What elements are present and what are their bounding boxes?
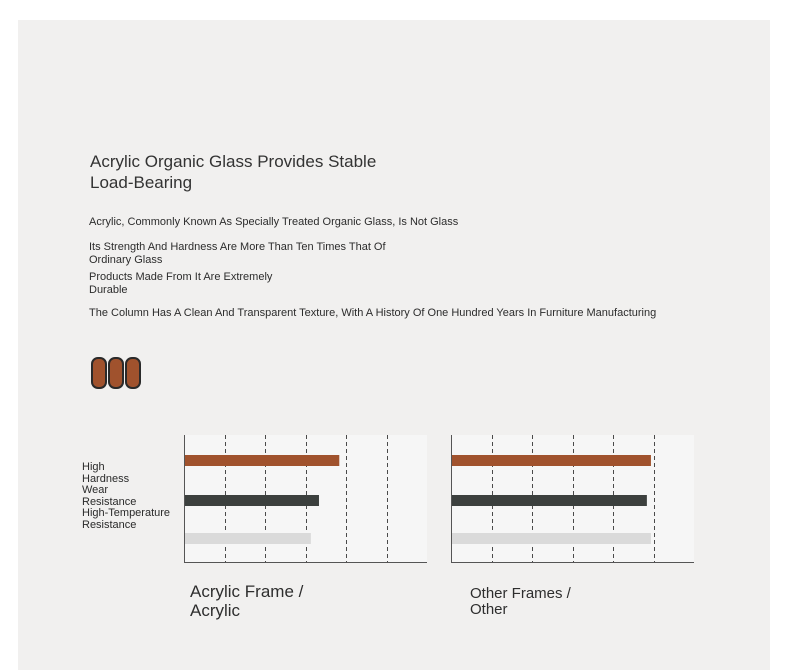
bar-high-temperature-resistance <box>185 533 311 544</box>
category-label-line: High <box>82 461 105 473</box>
chart-acrylic <box>184 435 427 563</box>
chart-other <box>451 435 694 563</box>
bar-high-hardness <box>185 455 339 466</box>
bar-high-hardness <box>452 455 651 466</box>
chart-caption-other <box>470 586 571 618</box>
paragraph-not-glass <box>89 216 458 229</box>
category-label-line: Wear <box>82 484 109 496</box>
paragraph-line: Ordinary Glass <box>89 253 163 266</box>
category-label-line: Hardness <box>82 472 130 485</box>
paragraph-strength <box>89 241 386 266</box>
page-title <box>90 151 450 193</box>
chart-other-svg <box>451 435 694 563</box>
category-label-line: High-Temperature <box>82 507 171 519</box>
pill-icon <box>125 357 141 389</box>
paragraph-line: Its Strength And Hardness Are More Than Ten Times That Of <box>89 241 386 253</box>
pill-icon <box>91 357 107 389</box>
paragraph-line: Acrylic, Commonly Known As Specially Treated Organic Glass, Is Not Glass <box>89 216 459 228</box>
paragraph-durable <box>89 271 272 296</box>
paragraph-history <box>89 307 656 320</box>
bar-high-temperature-resistance <box>452 533 651 544</box>
caption-line: Other <box>470 601 508 618</box>
bar-wear-resistance <box>452 495 647 506</box>
paragraph-line: Durable <box>89 283 128 296</box>
category-labels <box>82 462 170 531</box>
chart-caption-acrylic <box>190 582 303 620</box>
paragraph-line: Products Made From It Are Extremely <box>89 271 273 283</box>
bar-wear-resistance <box>185 495 319 506</box>
caption-line: Acrylic Frame / <box>190 582 304 601</box>
caption-line: Other Frames / <box>470 585 571 602</box>
pill-icon <box>108 357 124 389</box>
category-label-line: Resistance <box>82 518 137 531</box>
caption-line: Acrylic <box>190 601 241 620</box>
category-label-line: Resistance <box>82 495 137 508</box>
title-line: Load-Bearing <box>90 173 193 192</box>
title-line: Acrylic Organic Glass Provides Stable <box>90 152 377 171</box>
chart-acrylic-svg <box>184 435 427 563</box>
content-panel <box>18 20 770 670</box>
paragraph-line: The Column Has A Clean And Transparent Texture, With A History Of One Hundred Years In Furniture Manufacturing <box>89 307 657 319</box>
